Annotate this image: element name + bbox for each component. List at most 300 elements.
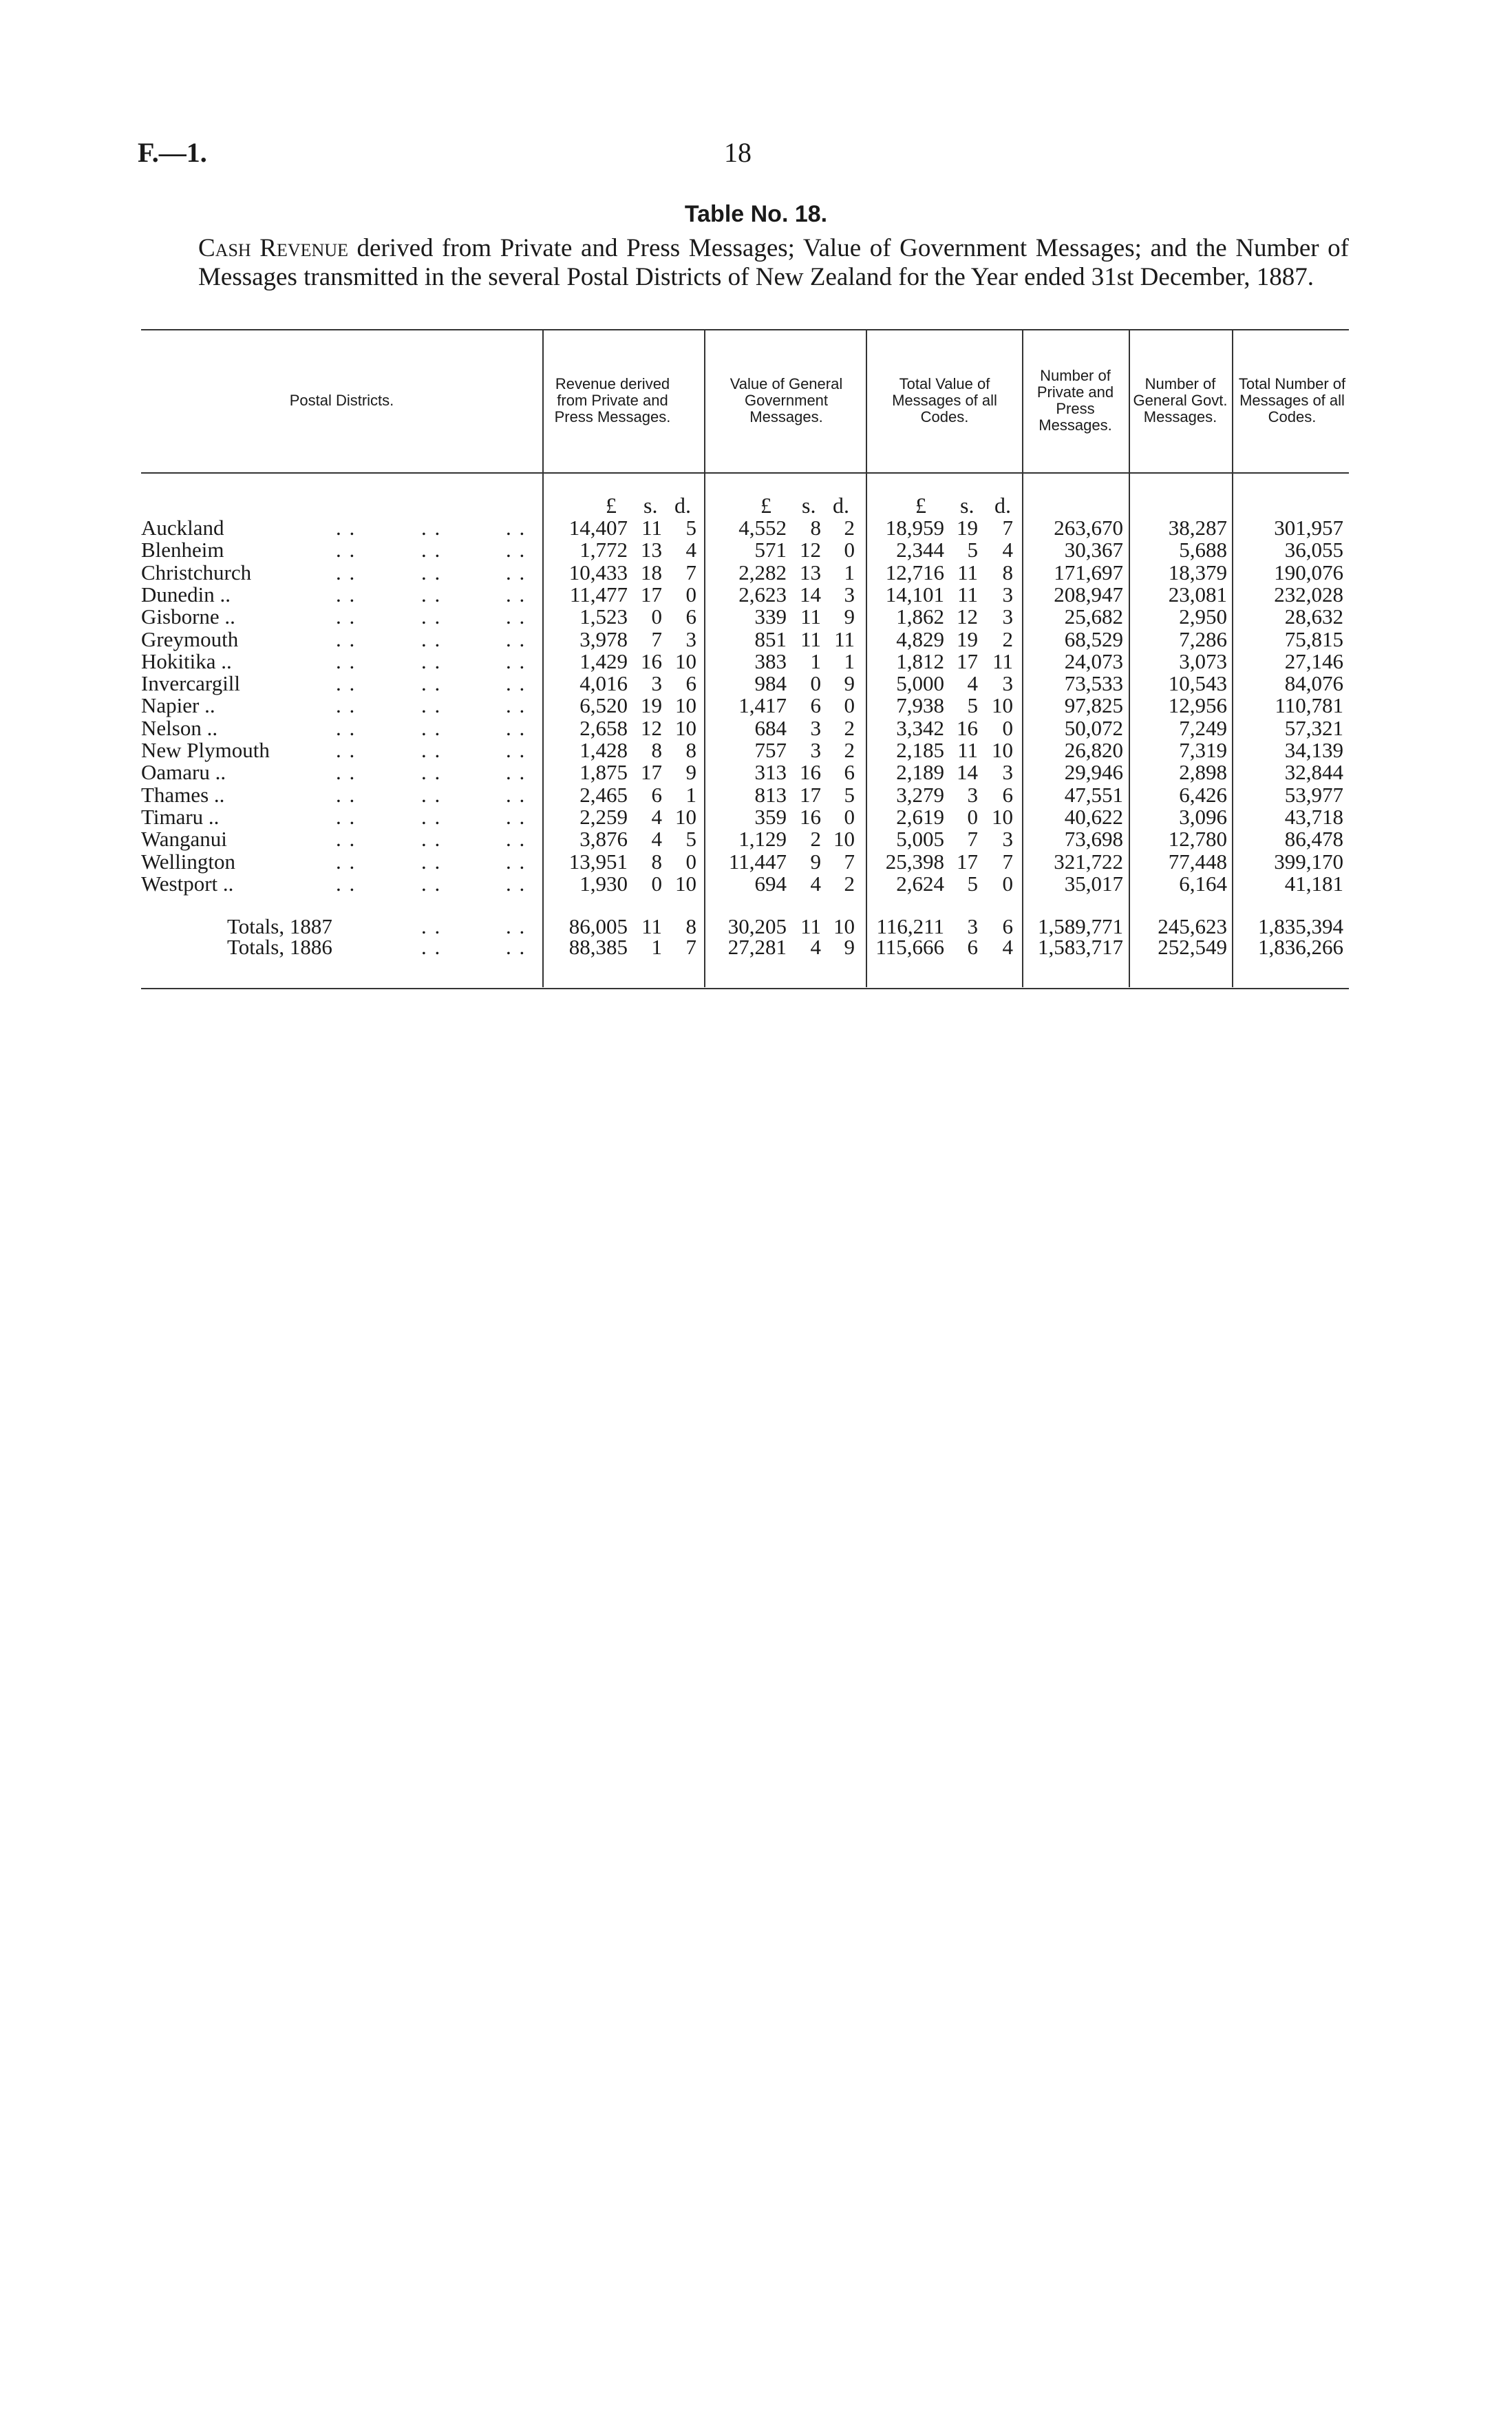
cell-gov-shillings: 1 <box>810 648 821 673</box>
cell-priv: 25,682 <box>1064 604 1123 629</box>
cell-rev-pence: 5 <box>685 827 696 852</box>
cell-gov-shillings: 12 <box>800 538 821 562</box>
cell-all: 86,478 <box>1284 827 1343 852</box>
cell-tot-pence: 10 <box>992 804 1013 829</box>
leader-dots: . . <box>506 538 526 562</box>
page-number: 18 <box>724 137 752 168</box>
cell-tot-shillings: 11 <box>957 560 978 584</box>
cell-govn: 2,950 <box>1179 604 1227 629</box>
cell-rev-shillings: 4 <box>651 804 662 829</box>
cell-rev-pence: 9 <box>685 760 696 785</box>
cell-tot-shillings: 5 <box>967 871 978 896</box>
leader-dots: . . <box>421 782 442 807</box>
unit-pound-2: £ <box>760 493 771 518</box>
table-title: Table No. 18. <box>684 201 828 227</box>
cell-tot-pounds: 25,398 <box>885 849 944 874</box>
cell-gov-pence: 9 <box>844 671 855 696</box>
cell-gov-pence: 1 <box>844 560 855 584</box>
cell-priv: 97,825 <box>1064 693 1123 718</box>
cell-tot-shillings: 5 <box>967 693 978 718</box>
leader-dots: . . <box>506 849 526 874</box>
cell-tot-pounds: 2,624 <box>896 871 944 896</box>
cell-tot-shillings: 11 <box>957 582 978 607</box>
leader-dots: . . <box>506 871 526 896</box>
col-head-district: Postal Districts. <box>289 392 394 409</box>
cell-tot-pounds: 2,344 <box>896 538 944 562</box>
cell-gov-pounds: 684 <box>754 715 787 740</box>
cell-rev-pounds: 6,520 <box>579 693 628 718</box>
cell-rev-shillings: 18 <box>641 560 662 584</box>
cell-rev-pounds: 86,005 <box>568 914 628 938</box>
leader-dots: . . <box>336 604 356 629</box>
table-row <box>0 605 1512 629</box>
cell-rev-pence: 6 <box>685 604 696 629</box>
cell-rev-shillings: 11 <box>641 516 662 540</box>
table-caption <box>198 234 1349 292</box>
cell-tot-pounds: 18,959 <box>885 516 944 540</box>
table-row <box>0 739 1512 762</box>
cell-govn: 7,286 <box>1179 626 1227 651</box>
table-top-rule <box>141 329 1349 330</box>
cell-gov-shillings: 3 <box>810 738 821 762</box>
leader-dots: . . <box>421 849 442 874</box>
leader-dots: . . <box>506 626 526 651</box>
cell-rev-shillings: 13 <box>641 538 662 562</box>
district-name: Wanganui <box>141 827 227 852</box>
page-ref: F.—1. <box>138 137 207 168</box>
cell-govn: 38,287 <box>1168 516 1227 540</box>
table-row <box>0 850 1512 874</box>
caption-lead: Cash Revenue <box>198 234 348 262</box>
unit-shilling-3: s. <box>960 493 975 518</box>
cell-tot-shillings: 11 <box>957 738 978 762</box>
unit-shilling-1: s. <box>643 493 658 518</box>
cell-priv: 171,697 <box>1054 560 1123 584</box>
cell-gov-pounds: 984 <box>754 671 787 696</box>
cell-gov-pence: 11 <box>834 626 855 651</box>
leader-dots: . . <box>336 693 356 718</box>
leader-dots: . . <box>421 827 442 852</box>
cell-gov-pence: 9 <box>844 604 855 629</box>
leader-dots: . . <box>421 538 442 562</box>
cell-govn: 77,448 <box>1168 849 1227 874</box>
cell-tot-shillings: 12 <box>957 604 978 629</box>
unit-pence-3: d. <box>994 493 1011 518</box>
caption-text: derived from Private and Press Messages; Value of Government Messages; and the Number of Messages transmitted in the several Postal Districts of New Zealand for the Year ended 31st December, 1887. <box>198 234 1349 291</box>
cell-priv: 1,589,771 <box>1038 914 1123 938</box>
leader-dots: . . <box>421 914 442 938</box>
cell-all: 75,815 <box>1284 626 1343 651</box>
cell-rev-pence: 0 <box>685 849 696 874</box>
cell-rev-shillings: 7 <box>651 626 662 651</box>
cell-rev-pence: 6 <box>685 671 696 696</box>
cell-gov-shillings: 16 <box>800 804 821 829</box>
cell-tot-pence: 0 <box>1002 715 1013 740</box>
cell-rev-pounds: 11,477 <box>569 582 628 607</box>
leader-dots: . . <box>421 671 442 696</box>
table-row <box>0 672 1512 695</box>
cell-rev-pounds: 2,658 <box>579 715 628 740</box>
table-row <box>0 805 1512 829</box>
cell-tot-pence: 2 <box>1002 626 1013 651</box>
table-row <box>0 717 1512 740</box>
cell-tot-pence: 10 <box>992 693 1013 718</box>
cell-tot-pounds: 7,938 <box>896 693 944 718</box>
cell-tot-shillings: 3 <box>967 782 978 807</box>
cell-rev-pounds: 1,930 <box>579 871 628 896</box>
table-row <box>0 650 1512 673</box>
cell-tot-pence: 4 <box>1002 935 1013 959</box>
cell-all: 53,977 <box>1284 782 1343 807</box>
cell-all: 1,836,266 <box>1258 935 1343 959</box>
cell-tot-shillings: 17 <box>957 648 978 673</box>
leader-dots: . . <box>421 516 442 540</box>
cell-gov-shillings: 3 <box>810 715 821 740</box>
leader-dots: . . <box>506 604 526 629</box>
col-head-private-count: Number of Private and Press Messages. <box>1036 367 1114 434</box>
cell-tot-pence: 6 <box>1002 782 1013 807</box>
cell-tot-pounds: 5,005 <box>896 827 944 852</box>
cell-priv: 35,017 <box>1064 871 1123 896</box>
cell-priv: 321,722 <box>1054 849 1123 874</box>
cell-rev-pounds: 4,016 <box>579 671 628 696</box>
leader-dots: . . <box>336 671 356 696</box>
district-name: Wellington <box>141 849 235 874</box>
table-row <box>0 561 1512 584</box>
cell-rev-pence: 4 <box>685 538 696 562</box>
cell-tot-shillings: 0 <box>967 804 978 829</box>
district-name: Thames .. <box>141 782 225 807</box>
cell-all: 399,170 <box>1274 849 1343 874</box>
cell-priv: 1,583,717 <box>1038 935 1123 959</box>
district-name: Auckland <box>141 516 224 540</box>
unit-pence-2: d. <box>833 493 849 518</box>
cell-rev-pounds: 1,875 <box>579 760 628 785</box>
cell-rev-shillings: 17 <box>641 582 662 607</box>
cell-priv: 263,670 <box>1054 516 1123 540</box>
cell-rev-pounds: 3,876 <box>579 827 628 852</box>
cell-gov-pounds: 359 <box>754 804 787 829</box>
cell-gov-pence: 0 <box>844 693 855 718</box>
cell-rev-pence: 7 <box>685 935 696 959</box>
cell-gov-pounds: 851 <box>754 626 787 651</box>
cell-tot-shillings: 14 <box>957 760 978 785</box>
cell-rev-shillings: 6 <box>651 782 662 807</box>
table-row <box>0 628 1512 651</box>
cell-rev-pounds: 14,407 <box>568 516 628 540</box>
cell-tot-pounds: 2,619 <box>896 804 944 829</box>
cell-tot-shillings: 16 <box>957 715 978 740</box>
cell-priv: 24,073 <box>1064 648 1123 673</box>
leader-dots: . . <box>506 516 526 540</box>
cell-priv: 47,551 <box>1064 782 1123 807</box>
leader-dots: . . <box>336 738 356 762</box>
leader-dots: . . <box>336 626 356 651</box>
cell-gov-shillings: 8 <box>810 516 821 540</box>
cell-tot-pounds: 1,812 <box>896 648 944 673</box>
cell-gov-pence: 2 <box>844 871 855 896</box>
cell-rev-pence: 10 <box>675 804 696 829</box>
cell-gov-shillings: 4 <box>810 935 821 959</box>
leader-dots: . . <box>336 582 356 607</box>
leader-dots: . . <box>421 804 442 829</box>
cell-rev-pounds: 2,259 <box>579 804 628 829</box>
cell-all: 27,146 <box>1284 648 1343 673</box>
leader-dots: . . <box>421 871 442 896</box>
district-name: Totals, 1886 <box>227 935 332 959</box>
cell-gov-shillings: 17 <box>800 782 821 807</box>
cell-tot-pounds: 1,862 <box>896 604 944 629</box>
cell-all: 84,076 <box>1284 671 1343 696</box>
cell-rev-pounds: 3,978 <box>579 626 628 651</box>
leader-dots: . . <box>506 827 526 852</box>
cell-rev-pounds: 13,951 <box>568 849 628 874</box>
cell-all: 36,055 <box>1284 538 1343 562</box>
cell-all: 43,718 <box>1284 804 1343 829</box>
cell-tot-pence: 3 <box>1002 760 1013 785</box>
cell-gov-pounds: 30,205 <box>727 914 787 938</box>
cell-gov-shillings: 9 <box>810 849 821 874</box>
col-head-total-value: Total Value of Messages of all Codes. <box>892 375 997 425</box>
cell-rev-pence: 5 <box>685 516 696 540</box>
cell-govn: 7,319 <box>1179 738 1227 762</box>
cell-all: 57,321 <box>1284 715 1343 740</box>
cell-rev-shillings: 19 <box>641 693 662 718</box>
cell-rev-shillings: 17 <box>641 760 662 785</box>
cell-govn: 252,549 <box>1158 935 1227 959</box>
cell-tot-shillings: 17 <box>957 849 978 874</box>
cell-rev-pounds: 10,433 <box>568 560 628 584</box>
cell-tot-pounds: 14,101 <box>885 582 944 607</box>
totals-row <box>0 936 1512 959</box>
cell-tot-pounds: 2,189 <box>896 760 944 785</box>
district-name: Blenheim <box>141 538 224 562</box>
table-bottom-rule <box>141 988 1349 989</box>
cell-priv: 68,529 <box>1064 626 1123 651</box>
cell-all: 110,781 <box>1275 693 1343 718</box>
cell-gov-pounds: 1,417 <box>738 693 787 718</box>
cell-govn: 7,249 <box>1179 715 1227 740</box>
cell-gov-pounds: 2,282 <box>738 560 787 584</box>
cell-tot-shillings: 4 <box>967 671 978 696</box>
leader-dots: . . <box>506 648 526 673</box>
cell-tot-pounds: 3,342 <box>896 715 944 740</box>
cell-priv: 30,367 <box>1064 538 1123 562</box>
cell-govn: 3,073 <box>1179 648 1227 673</box>
col-head-revenue: Revenue derived from Private and Press Messages. <box>554 375 671 425</box>
leader-dots: . . <box>336 538 356 562</box>
cell-gov-pence: 6 <box>844 760 855 785</box>
table-header-rule <box>141 472 1349 474</box>
cell-govn: 5,688 <box>1179 538 1227 562</box>
col-head-total-count: Total Number of Messages of all Codes. <box>1238 375 1346 425</box>
table-row <box>0 694 1512 717</box>
cell-gov-shillings: 14 <box>800 582 821 607</box>
leader-dots: . . <box>421 935 442 959</box>
cell-tot-pence: 3 <box>1002 671 1013 696</box>
cell-rev-pounds: 1,428 <box>579 738 628 762</box>
cell-all: 190,076 <box>1274 560 1343 584</box>
cell-govn: 12,956 <box>1168 693 1227 718</box>
leader-dots: . . <box>506 560 526 584</box>
cell-tot-pounds: 4,829 <box>896 626 944 651</box>
cell-tot-pence: 3 <box>1002 582 1013 607</box>
district-name: New Plymouth <box>141 738 270 762</box>
cell-all: 28,632 <box>1284 604 1343 629</box>
cell-all: 34,139 <box>1284 738 1343 762</box>
table-row <box>0 827 1512 851</box>
leader-dots: . . <box>336 849 356 874</box>
cell-all: 1,835,394 <box>1258 914 1343 938</box>
cell-tot-pounds: 5,000 <box>896 671 944 696</box>
unit-pound-3: £ <box>915 493 926 518</box>
cell-priv: 73,533 <box>1064 671 1123 696</box>
leader-dots: . . <box>336 760 356 785</box>
district-name: Christchurch <box>141 560 252 584</box>
cell-rev-shillings: 0 <box>651 604 662 629</box>
cell-gov-pence: 7 <box>844 849 855 874</box>
cell-gov-pence: 1 <box>844 648 855 673</box>
cell-tot-shillings: 19 <box>957 516 978 540</box>
leader-dots: . . <box>336 560 356 584</box>
leader-dots: . . <box>506 582 526 607</box>
cell-gov-shillings: 16 <box>800 760 821 785</box>
leader-dots: . . <box>336 516 356 540</box>
cell-rev-pounds: 1,429 <box>579 648 628 673</box>
cell-rev-shillings: 8 <box>651 849 662 874</box>
cell-govn: 18,379 <box>1168 560 1227 584</box>
cell-all: 301,957 <box>1274 516 1343 540</box>
cell-rev-pence: 0 <box>685 582 696 607</box>
cell-tot-pence: 3 <box>1002 604 1013 629</box>
district-name: Totals, 1887 <box>227 914 332 938</box>
cell-gov-pounds: 4,552 <box>738 516 787 540</box>
cell-gov-shillings: 11 <box>800 604 821 629</box>
cell-gov-pounds: 1,129 <box>738 827 787 852</box>
cell-gov-shillings: 2 <box>810 827 821 852</box>
leader-dots: . . <box>336 871 356 896</box>
district-name: Nelson .. <box>141 715 218 740</box>
cell-tot-pounds: 115,666 <box>875 935 944 959</box>
cell-rev-shillings: 4 <box>651 827 662 852</box>
leader-dots: . . <box>506 671 526 696</box>
leader-dots: . . <box>421 582 442 607</box>
cell-priv: 73,698 <box>1064 827 1123 852</box>
district-name: Dunedin .. <box>141 582 231 607</box>
cell-gov-pounds: 313 <box>754 760 787 785</box>
cell-tot-pounds: 116,211 <box>876 914 944 938</box>
cell-tot-shillings: 7 <box>967 827 978 852</box>
cell-tot-shillings: 19 <box>957 626 978 651</box>
leader-dots: . . <box>336 715 356 740</box>
cell-gov-pounds: 694 <box>754 871 787 896</box>
cell-priv: 208,947 <box>1054 582 1123 607</box>
cell-rev-pounds: 1,523 <box>579 604 628 629</box>
cell-tot-pence: 7 <box>1002 516 1013 540</box>
cell-tot-shillings: 6 <box>967 935 978 959</box>
cell-tot-pence: 10 <box>992 738 1013 762</box>
cell-tot-pounds: 2,185 <box>896 738 944 762</box>
cell-rev-pence: 1 <box>685 782 696 807</box>
cell-gov-pounds: 339 <box>754 604 787 629</box>
table-row <box>0 538 1512 562</box>
cell-govn: 245,623 <box>1158 914 1227 938</box>
leader-dots: . . <box>421 760 442 785</box>
leader-dots: . . <box>336 804 356 829</box>
leader-dots: . . <box>506 935 526 959</box>
leader-dots: . . <box>506 804 526 829</box>
cell-tot-pence: 11 <box>992 648 1013 673</box>
cell-gov-shillings: 6 <box>810 693 821 718</box>
district-name: Greymouth <box>141 626 239 651</box>
district-name: Oamaru .. <box>141 760 226 785</box>
unit-shilling-2: s. <box>802 493 816 518</box>
cell-priv: 29,946 <box>1064 760 1123 785</box>
cell-priv: 50,072 <box>1064 715 1123 740</box>
cell-gov-pence: 2 <box>844 738 855 762</box>
cell-rev-pence: 7 <box>685 560 696 584</box>
table-row <box>0 761 1512 784</box>
leader-dots: . . <box>336 648 356 673</box>
cell-govn: 2,898 <box>1179 760 1227 785</box>
cell-gov-pence: 2 <box>844 516 855 540</box>
district-name: Napier .. <box>141 693 215 718</box>
cell-rev-pence: 8 <box>685 738 696 762</box>
cell-govn: 3,096 <box>1179 804 1227 829</box>
leader-dots: . . <box>421 626 442 651</box>
leader-dots: . . <box>421 604 442 629</box>
cell-rev-shillings: 3 <box>651 671 662 696</box>
leader-dots: . . <box>336 827 356 852</box>
leader-dots: . . <box>336 782 356 807</box>
cell-gov-pence: 2 <box>844 715 855 740</box>
cell-rev-shillings: 11 <box>641 914 662 938</box>
cell-gov-pence: 0 <box>844 538 855 562</box>
cell-gov-pounds: 27,281 <box>727 935 787 959</box>
cell-gov-pounds: 571 <box>754 538 787 562</box>
district-name: Gisborne .. <box>141 604 235 629</box>
district-name: Westport .. <box>141 871 234 896</box>
cell-gov-pounds: 383 <box>754 648 787 673</box>
cell-govn: 23,081 <box>1168 582 1227 607</box>
cell-govn: 12,780 <box>1168 827 1227 852</box>
cell-gov-shillings: 11 <box>800 914 821 938</box>
table-row <box>0 516 1512 540</box>
table-row <box>0 583 1512 607</box>
leader-dots: . . <box>506 760 526 785</box>
cell-rev-shillings: 12 <box>641 715 662 740</box>
cell-govn: 6,426 <box>1179 782 1227 807</box>
cell-tot-shillings: 3 <box>967 914 978 938</box>
cell-gov-shillings: 4 <box>810 871 821 896</box>
cell-rev-shillings: 0 <box>651 871 662 896</box>
cell-tot-pence: 8 <box>1002 560 1013 584</box>
cell-rev-shillings: 16 <box>641 648 662 673</box>
cell-gov-pence: 10 <box>833 914 855 938</box>
leader-dots: . . <box>421 560 442 584</box>
cell-gov-pounds: 813 <box>754 782 787 807</box>
unit-pence-1: d. <box>674 493 691 518</box>
cell-rev-pence: 8 <box>685 914 696 938</box>
unit-pound-1: £ <box>606 493 617 518</box>
cell-rev-shillings: 1 <box>651 935 662 959</box>
cell-rev-pence: 3 <box>685 626 696 651</box>
cell-gov-pounds: 757 <box>754 738 787 762</box>
cell-tot-pence: 3 <box>1002 827 1013 852</box>
cell-tot-shillings: 5 <box>967 538 978 562</box>
cell-gov-pence: 9 <box>844 935 855 959</box>
leader-dots: . . <box>506 738 526 762</box>
